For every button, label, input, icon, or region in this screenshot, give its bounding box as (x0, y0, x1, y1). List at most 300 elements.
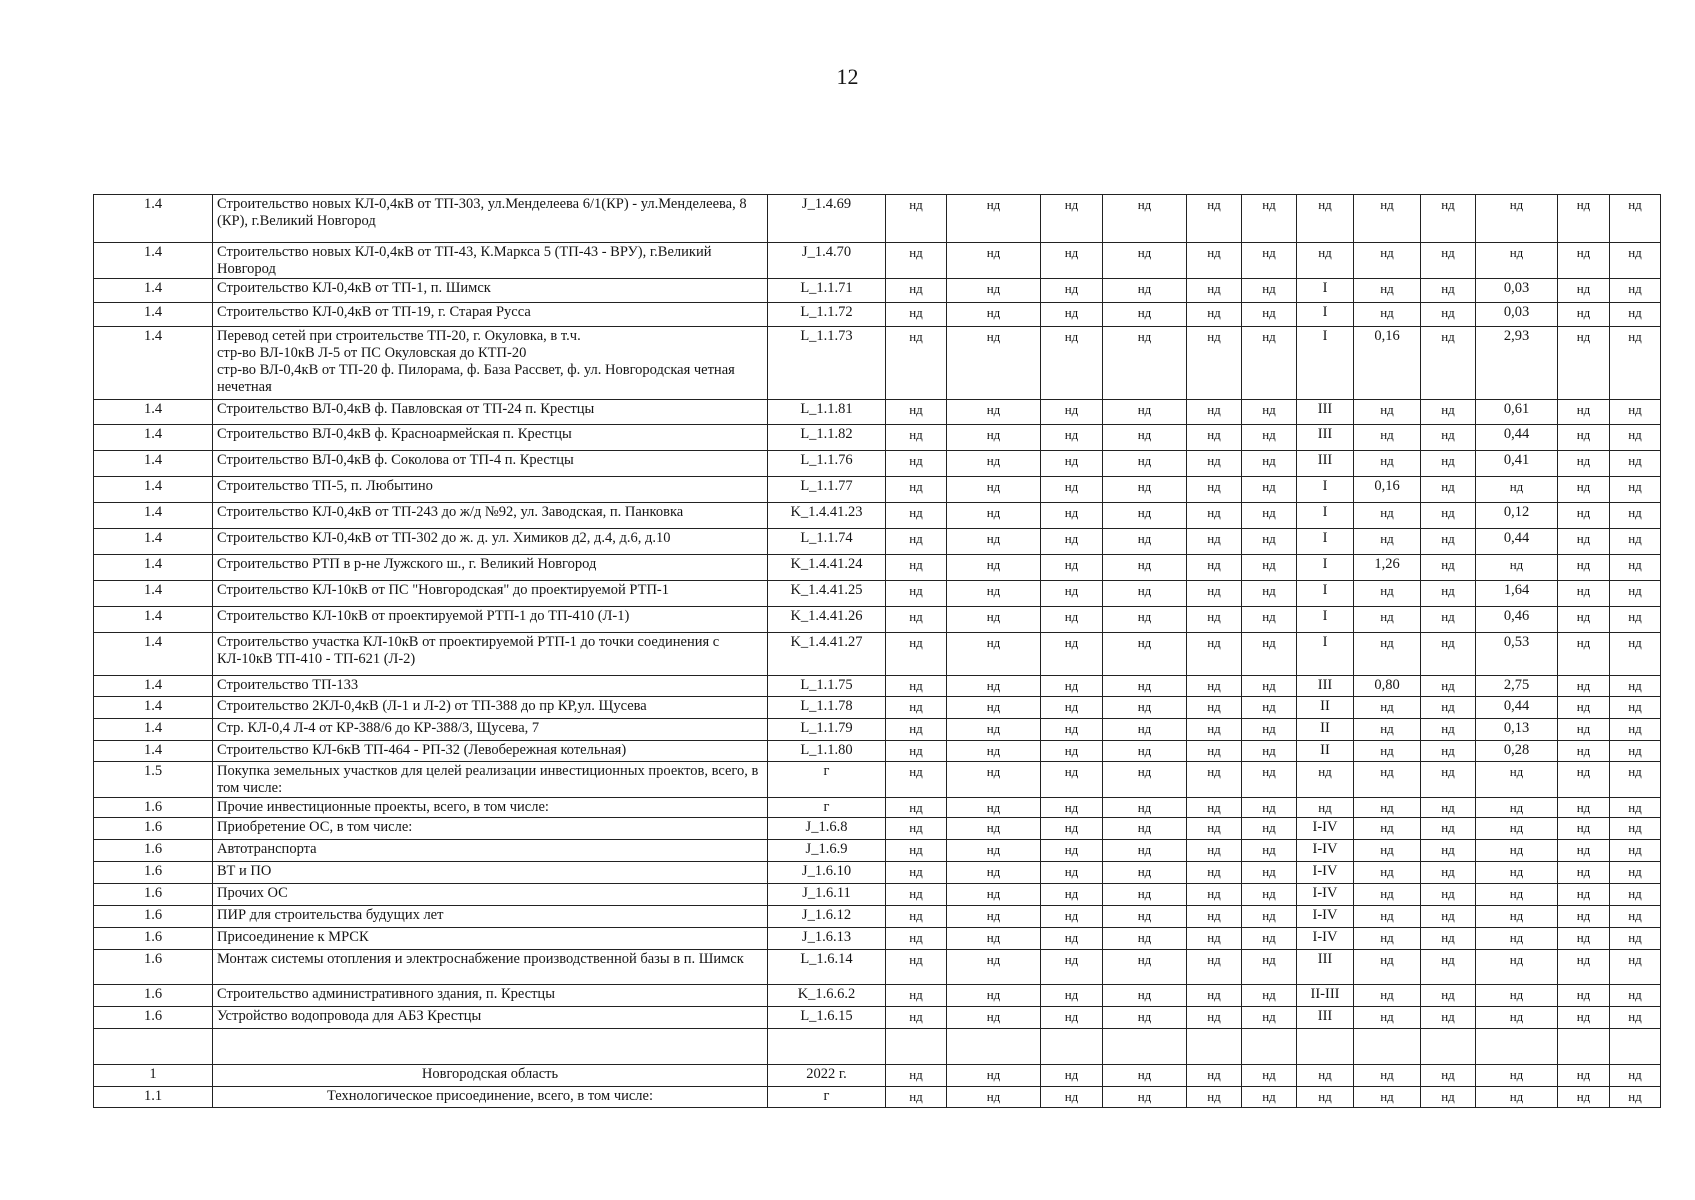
project-code: J_1.6.12 (768, 906, 886, 928)
project-code: J_1.4.70 (768, 243, 886, 279)
value-cell: II (1297, 697, 1354, 719)
project-name: Строительство ВЛ-0,4кВ ф. Красноармейская п. Крестцы (213, 425, 768, 451)
value-cell: нд (1476, 906, 1558, 928)
value-cell: нд (1187, 451, 1242, 477)
value-cell: нд (886, 425, 947, 451)
table-row (94, 503, 1661, 529)
value-cell: нд (1103, 1065, 1187, 1087)
value-cell: нд (886, 195, 947, 243)
value-cell: 1,26 (1354, 555, 1421, 581)
value-cell: нд (947, 555, 1041, 581)
row-number: 1.4 (94, 719, 213, 741)
value-cell: нд (1041, 840, 1103, 862)
project-code: L_1.1.77 (768, 477, 886, 503)
table-row (94, 862, 1661, 884)
project-name: Монтаж системы отопления и электроснабжение производственной базы в п. Шимск (213, 950, 768, 985)
value-cell: I (1297, 477, 1354, 503)
value-cell: нд (1242, 195, 1297, 243)
row-number: 1.6 (94, 798, 213, 818)
row-number: 1.4 (94, 451, 213, 477)
value-cell: нд (1041, 950, 1103, 985)
value-cell: нд (1041, 581, 1103, 607)
value-cell: нд (1103, 327, 1187, 400)
value-cell: нд (1242, 1087, 1297, 1108)
table-row (94, 676, 1661, 697)
value-cell: нд (886, 327, 947, 400)
project-code: J_1.4.69 (768, 195, 886, 243)
project-name: Строительство ТП-5, п. Любытино (213, 477, 768, 503)
value-cell: нд (1103, 985, 1187, 1007)
value-cell: нд (1558, 503, 1610, 529)
value-cell: нд (886, 840, 947, 862)
value-cell: нд (1103, 719, 1187, 741)
project-name: Прочие инвестиционные проекты, всего, в том числе: (213, 798, 768, 818)
value-cell: нд (1610, 676, 1661, 697)
row-number: 1.4 (94, 529, 213, 555)
value-cell: нд (947, 906, 1041, 928)
value-cell: нд (1354, 1065, 1421, 1087)
value-cell: нд (1610, 985, 1661, 1007)
value-cell: 0,53 (1476, 633, 1558, 676)
value-cell: нд (1242, 303, 1297, 327)
value-cell: нд (1610, 884, 1661, 906)
project-name: Строительство ВЛ-0,4кВ ф. Павловская от ТП-24 п. Крестцы (213, 400, 768, 425)
project-name: Строительство ТП-133 (213, 676, 768, 697)
table-row (94, 477, 1661, 503)
value-cell: нд (1558, 195, 1610, 243)
value-cell: нд (1187, 798, 1242, 818)
value-cell: нд (1103, 798, 1187, 818)
value-cell: нд (1242, 633, 1297, 676)
value-cell: нд (886, 400, 947, 425)
value-cell: нд (1421, 697, 1476, 719)
value-cell: нд (1476, 555, 1558, 581)
value-cell: нд (886, 798, 947, 818)
value-cell: нд (1476, 798, 1558, 818)
project-name: Строительство КЛ-6кВ ТП-464 - РП-32 (Левобережная котельная) (213, 741, 768, 762)
value-cell: нд (1610, 243, 1661, 279)
value-cell: нд (1354, 906, 1421, 928)
project-name: Перевод сетей при строительстве ТП-20, г. Окуловка, в т.ч. стр-во ВЛ-10кВ Л-5 от ПС Окуловская до КТП-20 стр-во ВЛ-0,4кВ от ТП-20 ф. Пилорама, ф. База Рассвет, ф. ул. Новгородская четная нечетная (213, 327, 768, 400)
value-cell: нд (1558, 762, 1610, 798)
value-cell: нд (947, 1007, 1041, 1029)
value-cell: 2,75 (1476, 676, 1558, 697)
value-cell: нд (1558, 840, 1610, 862)
value-cell: нд (1242, 327, 1297, 400)
value-cell: нд (1610, 303, 1661, 327)
value-cell: нд (1187, 741, 1242, 762)
value-cell: нд (886, 1007, 947, 1029)
value-cell: нд (1476, 928, 1558, 950)
value-cell: нд (1187, 697, 1242, 719)
value-cell: нд (1187, 555, 1242, 581)
value-cell: нд (1041, 529, 1103, 555)
project-code: L_1.1.79 (768, 719, 886, 741)
table-row (94, 633, 1661, 676)
value-cell: нд (1421, 1087, 1476, 1108)
value-cell: нд (1187, 327, 1242, 400)
project-name: Устройство водопровода для АБЗ Крестцы (213, 1007, 768, 1029)
row-number: 1.6 (94, 840, 213, 862)
value-cell: нд (1041, 676, 1103, 697)
row-number: 1.6 (94, 985, 213, 1007)
value-cell: нд (1476, 762, 1558, 798)
value-cell: нд (1610, 503, 1661, 529)
value-cell: I-IV (1297, 884, 1354, 906)
value-cell: нд (886, 451, 947, 477)
value-cell: нд (1421, 607, 1476, 633)
value-cell: нд (1421, 676, 1476, 697)
project-code: L_1.6.14 (768, 950, 886, 985)
value-cell: нд (1610, 719, 1661, 741)
value-cell: нд (1103, 607, 1187, 633)
value-cell: нд (947, 633, 1041, 676)
value-cell: нд (1041, 762, 1103, 798)
table-row (94, 950, 1661, 985)
value-cell: нд (1610, 607, 1661, 633)
value-cell: нд (1187, 1065, 1242, 1087)
value-cell: нд (947, 529, 1041, 555)
row-number: 1.4 (94, 425, 213, 451)
value-cell: нд (1297, 1065, 1354, 1087)
value-cell: 0,80 (1354, 676, 1421, 697)
value-cell: нд (1187, 581, 1242, 607)
value-cell (1187, 1029, 1242, 1065)
project-name: Строительство РТП в р-не Лужского ш., г. Великий Новгород (213, 555, 768, 581)
value-cell: нд (947, 762, 1041, 798)
value-cell: 2,93 (1476, 327, 1558, 400)
value-cell: I (1297, 633, 1354, 676)
table-row (94, 581, 1661, 607)
value-cell: нд (1421, 581, 1476, 607)
value-cell: нд (1297, 798, 1354, 818)
value-cell: нд (886, 529, 947, 555)
value-cell: нд (1354, 928, 1421, 950)
value-cell: нд (1187, 303, 1242, 327)
value-cell: нд (1421, 633, 1476, 676)
value-cell: нд (1041, 400, 1103, 425)
value-cell: нд (1242, 400, 1297, 425)
value-cell: нд (1103, 1087, 1187, 1108)
value-cell: нд (1558, 741, 1610, 762)
project-code: L_1.1.76 (768, 451, 886, 477)
value-cell: нд (947, 1087, 1041, 1108)
value-cell: нд (1242, 279, 1297, 303)
row-number: 1 (94, 1065, 213, 1087)
row-number: 1.6 (94, 950, 213, 985)
value-cell (1558, 1029, 1610, 1065)
value-cell: нд (1297, 1087, 1354, 1108)
value-cell: нд (1558, 633, 1610, 676)
value-cell: нд (1476, 840, 1558, 862)
value-cell: нд (886, 555, 947, 581)
value-cell: нд (886, 862, 947, 884)
value-cell: нд (1041, 303, 1103, 327)
value-cell: нд (1242, 581, 1297, 607)
value-cell: нд (1610, 477, 1661, 503)
value-cell: нд (1103, 906, 1187, 928)
value-cell: нд (1242, 529, 1297, 555)
value-cell: нд (1103, 451, 1187, 477)
project-code: K_1.4.41.25 (768, 581, 886, 607)
value-cell: нд (1354, 581, 1421, 607)
value-cell: нд (1610, 798, 1661, 818)
project-code: K_1.4.41.23 (768, 503, 886, 529)
value-cell: нд (1242, 798, 1297, 818)
value-cell: нд (947, 607, 1041, 633)
value-cell: нд (1610, 840, 1661, 862)
value-cell: нд (1421, 840, 1476, 862)
value-cell: нд (886, 950, 947, 985)
row-number: 1.4 (94, 327, 213, 400)
row-number: 1.4 (94, 279, 213, 303)
value-cell: 0,03 (1476, 279, 1558, 303)
value-cell: нд (886, 633, 947, 676)
project-name: Строительство КЛ-0,4кВ от ТП-302 до ж. д. ул. Химиков д2, д.4, д.6, д.10 (213, 529, 768, 555)
value-cell: нд (1187, 400, 1242, 425)
value-cell: нд (1476, 818, 1558, 840)
value-cell: нд (1354, 451, 1421, 477)
value-cell: нд (1041, 906, 1103, 928)
row-number: 1.4 (94, 503, 213, 529)
value-cell: нд (1558, 243, 1610, 279)
value-cell: I (1297, 529, 1354, 555)
value-cell: нд (947, 400, 1041, 425)
project-code: L_1.1.78 (768, 697, 886, 719)
project-name: Покупка земельных участков для целей реализации инвестиционных проектов, всего, в том числе: (213, 762, 768, 798)
value-cell: нд (947, 1065, 1041, 1087)
value-cell: нд (1103, 477, 1187, 503)
value-cell: нд (1421, 477, 1476, 503)
value-cell: 0,41 (1476, 451, 1558, 477)
value-cell: нд (1187, 928, 1242, 950)
table-row (94, 327, 1661, 400)
value-cell (1610, 1029, 1661, 1065)
value-cell: нд (1354, 279, 1421, 303)
value-cell: нд (1103, 884, 1187, 906)
project-name: Строительство КЛ-0,4кВ от ТП-19, г. Старая Русса (213, 303, 768, 327)
value-cell: нд (947, 327, 1041, 400)
row-number: 1.4 (94, 303, 213, 327)
value-cell: нд (1610, 195, 1661, 243)
row-number: 1.1 (94, 1087, 213, 1108)
value-cell: нд (1354, 400, 1421, 425)
value-cell: нд (886, 928, 947, 950)
value-cell: 0,61 (1476, 400, 1558, 425)
value-cell: нд (1610, 906, 1661, 928)
row-number: 1.4 (94, 607, 213, 633)
value-cell: нд (1242, 884, 1297, 906)
value-cell: нд (1558, 400, 1610, 425)
page-number: 12 (836, 64, 859, 89)
value-cell: нд (1242, 840, 1297, 862)
value-cell: 0,12 (1476, 503, 1558, 529)
value-cell: нд (1242, 719, 1297, 741)
project-code: г (768, 1087, 886, 1108)
value-cell: нд (1610, 581, 1661, 607)
value-cell: нд (1187, 243, 1242, 279)
value-cell: I (1297, 503, 1354, 529)
value-cell: 0,13 (1476, 719, 1558, 741)
value-cell: нд (1187, 1087, 1242, 1108)
value-cell: 0,44 (1476, 425, 1558, 451)
value-cell: нд (947, 581, 1041, 607)
value-cell: нд (1354, 862, 1421, 884)
project-name: Строительство КЛ-0,4кВ от ТП-243 до ж/д №92, ул. Заводская, п. Панковка (213, 503, 768, 529)
value-cell: нд (1103, 928, 1187, 950)
value-cell: нд (1421, 243, 1476, 279)
project-name: Автотранспорта (213, 840, 768, 862)
value-cell (1421, 1029, 1476, 1065)
value-cell: нд (947, 279, 1041, 303)
value-cell: нд (1041, 451, 1103, 477)
project-name: Новгородская область (213, 1065, 768, 1087)
project-code: L_1.1.72 (768, 303, 886, 327)
project-name: Строительство ВЛ-0,4кВ ф. Соколова от ТП-4 п. Крестцы (213, 451, 768, 477)
value-cell: нд (1041, 697, 1103, 719)
value-cell: нд (1041, 798, 1103, 818)
project-name: Строительство новых КЛ-0,4кВ от ТП-43, К.Маркса 5 (ТП-43 - ВРУ), г.Великий Новгород (213, 243, 768, 279)
table-row (94, 1087, 1661, 1108)
value-cell: нд (1242, 928, 1297, 950)
value-cell: нд (1476, 862, 1558, 884)
value-cell: нд (1558, 676, 1610, 697)
project-code: г (768, 798, 886, 818)
value-cell: нд (1041, 741, 1103, 762)
value-cell: нд (1610, 697, 1661, 719)
value-cell: I-IV (1297, 906, 1354, 928)
value-cell: нд (1242, 862, 1297, 884)
value-cell (1476, 1029, 1558, 1065)
value-cell: нд (1558, 928, 1610, 950)
table-row (94, 840, 1661, 862)
value-cell: нд (886, 477, 947, 503)
value-cell: нд (947, 719, 1041, 741)
value-cell: нд (1242, 741, 1297, 762)
value-cell: 1,64 (1476, 581, 1558, 607)
value-cell: нд (1558, 862, 1610, 884)
value-cell: нд (1187, 676, 1242, 697)
value-cell: нд (1187, 719, 1242, 741)
value-cell: нд (947, 884, 1041, 906)
table-row (94, 1007, 1661, 1029)
value-cell: нд (1041, 862, 1103, 884)
value-cell: нд (1103, 503, 1187, 529)
value-cell: нд (947, 451, 1041, 477)
value-cell: нд (1187, 906, 1242, 928)
table-row (94, 195, 1661, 243)
row-number: 1.6 (94, 884, 213, 906)
row-number: 1.4 (94, 741, 213, 762)
value-cell (1103, 1029, 1187, 1065)
value-cell: нд (1041, 1007, 1103, 1029)
value-cell: нд (1242, 906, 1297, 928)
value-cell: нд (1041, 985, 1103, 1007)
value-cell: нд (1041, 1087, 1103, 1108)
value-cell: нд (1242, 762, 1297, 798)
value-cell: нд (1610, 741, 1661, 762)
project-code: K_1.6.6.2 (768, 985, 886, 1007)
value-cell: нд (886, 1065, 947, 1087)
table-row (94, 451, 1661, 477)
value-cell: нд (1242, 425, 1297, 451)
table-row (94, 400, 1661, 425)
project-code: J_1.6.11 (768, 884, 886, 906)
project-code: K_1.4.41.26 (768, 607, 886, 633)
value-cell: нд (886, 697, 947, 719)
project-name: Строительство 2КЛ-0,4кВ (Л-1 и Л-2) от ТП-388 до пр КР,ул. Щусева (213, 697, 768, 719)
value-cell: нд (1558, 697, 1610, 719)
value-cell: нд (1558, 1007, 1610, 1029)
value-cell (947, 1029, 1041, 1065)
value-cell: нд (947, 950, 1041, 985)
value-cell: нд (886, 906, 947, 928)
row-number: 1.4 (94, 195, 213, 243)
value-cell: 0,03 (1476, 303, 1558, 327)
value-cell (886, 1029, 947, 1065)
value-cell: нд (1610, 1065, 1661, 1087)
value-cell: нд (1610, 555, 1661, 581)
value-cell: нд (1558, 477, 1610, 503)
value-cell: III (1297, 676, 1354, 697)
table-row (94, 741, 1661, 762)
value-cell: нд (1242, 1007, 1297, 1029)
value-cell: нд (1558, 279, 1610, 303)
value-cell: нд (1041, 633, 1103, 676)
value-cell: нд (1421, 555, 1476, 581)
value-cell: нд (1558, 950, 1610, 985)
value-cell: нд (1354, 1007, 1421, 1029)
row-number: 1.4 (94, 400, 213, 425)
value-cell: нд (1610, 529, 1661, 555)
table-row (94, 607, 1661, 633)
table-row (94, 906, 1661, 928)
project-code: 2022 г. (768, 1065, 886, 1087)
table-row (94, 985, 1661, 1007)
value-cell: нд (1354, 243, 1421, 279)
value-cell: нд (1354, 633, 1421, 676)
value-cell: нд (947, 243, 1041, 279)
value-cell: нд (947, 697, 1041, 719)
value-cell: нд (1242, 985, 1297, 1007)
value-cell: нд (1041, 1065, 1103, 1087)
project-name: Прочих ОС (213, 884, 768, 906)
value-cell: нд (1421, 400, 1476, 425)
value-cell: нд (1187, 884, 1242, 906)
investment-projects-table (93, 194, 1661, 1108)
project-name: ПИР для строительства будущих лет (213, 906, 768, 928)
row-number: 1.4 (94, 697, 213, 719)
value-cell: нд (1041, 279, 1103, 303)
project-name: Строительство КЛ-10кВ от проектируемой РТП-1 до ТП-410 (Л-1) (213, 607, 768, 633)
value-cell: нд (1476, 985, 1558, 1007)
value-cell: нд (1242, 950, 1297, 985)
value-cell: нд (1103, 840, 1187, 862)
value-cell: нд (1354, 884, 1421, 906)
row-number: 1.6 (94, 862, 213, 884)
value-cell: нд (1103, 741, 1187, 762)
project-name: Строительство участка КЛ-10кВ от проектируемой РТП-1 до точки соединения с КЛ-10кВ ТП-410 - ТП-621 (Л-2) (213, 633, 768, 676)
value-cell: нд (1354, 195, 1421, 243)
row-number: 1.4 (94, 243, 213, 279)
value-cell: нд (886, 719, 947, 741)
value-cell: нд (1421, 719, 1476, 741)
value-cell: нд (947, 425, 1041, 451)
value-cell: 0,44 (1476, 697, 1558, 719)
value-cell: I (1297, 555, 1354, 581)
value-cell: нд (1187, 762, 1242, 798)
value-cell: нд (1103, 555, 1187, 581)
